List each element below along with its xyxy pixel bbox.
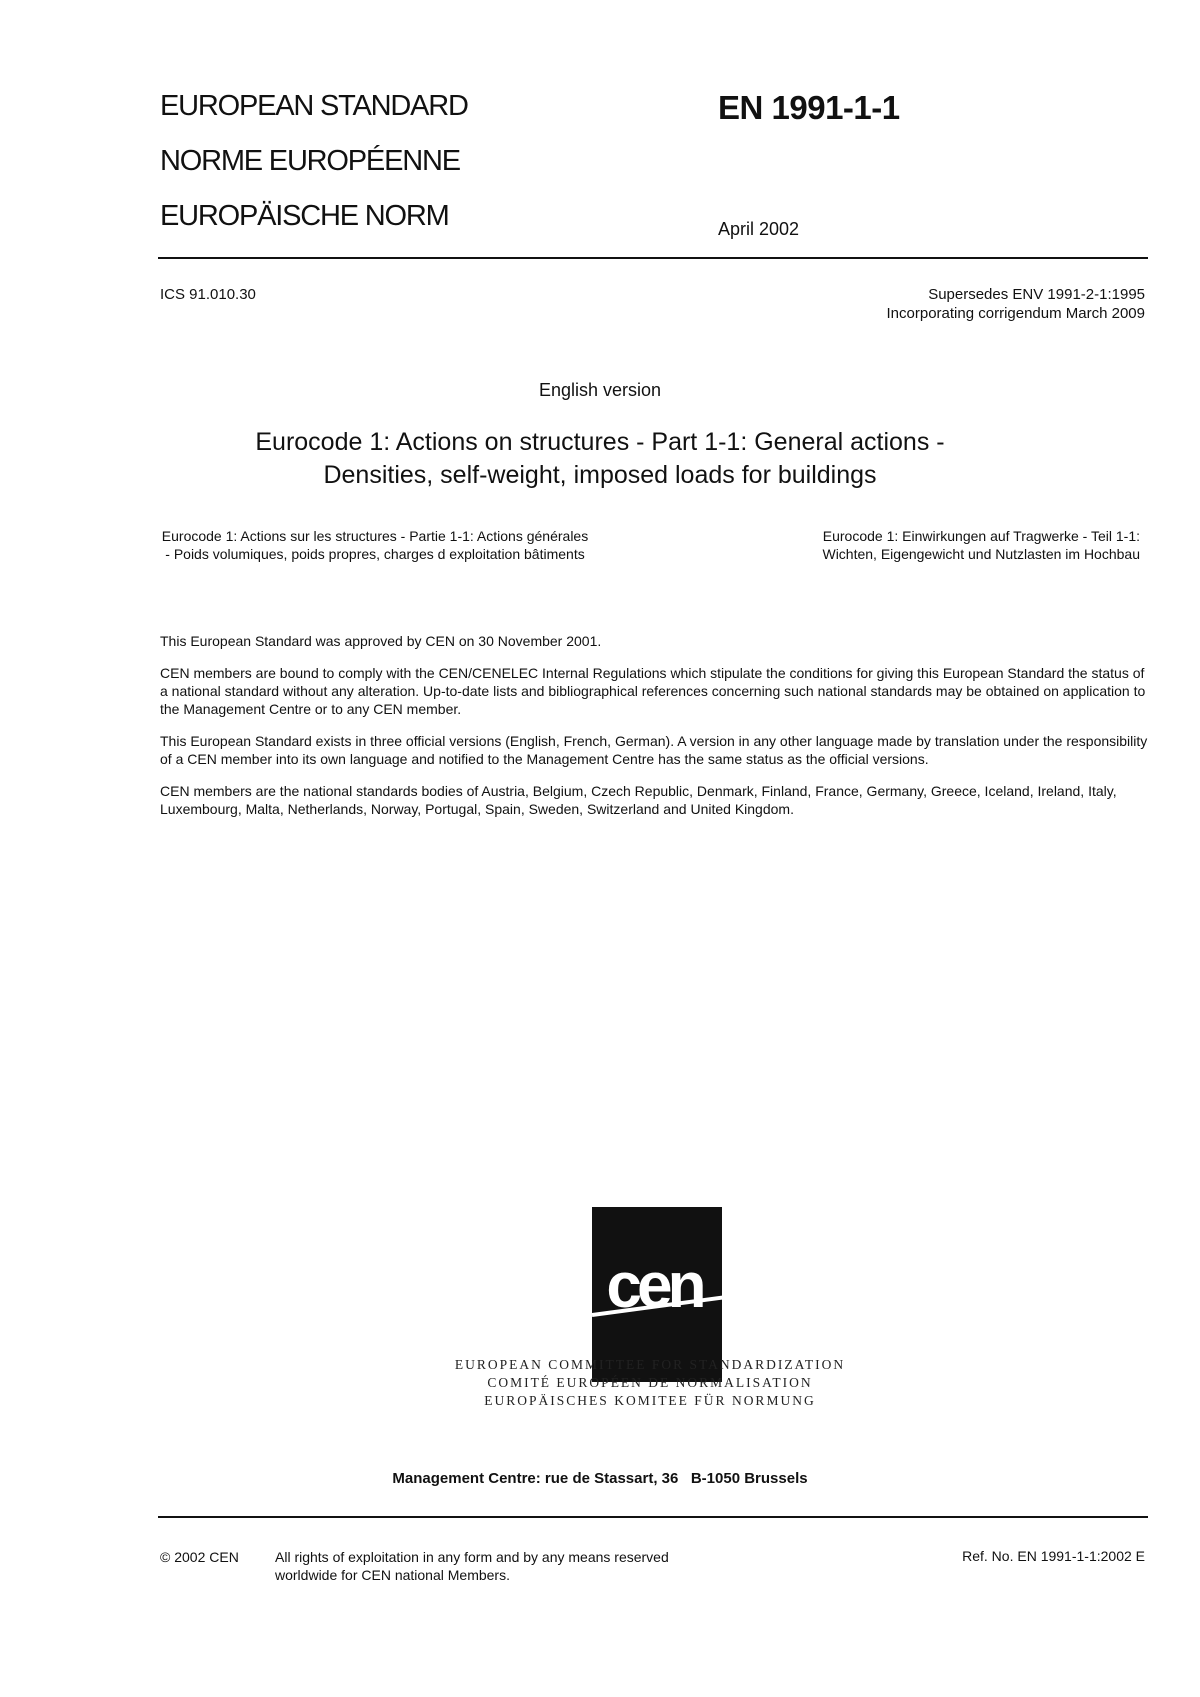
versions-paragraph: This European Standard exists in three official versions (English, French, German). A version in any other language made by translation under the responsibility of a CEN member into its own language and notified to the Management Centre has the same status as the official versions. xyxy=(160,733,1148,767)
management-centre-address: Management Centre: rue de Stassart, 36 B-1050 Brussels xyxy=(392,1470,808,1487)
title-line-2: Densities, self-weight, imposed loads for buildings xyxy=(323,461,877,489)
committee-name-de: EUROPÄISCHES KOMITEE FÜR NORMUNG xyxy=(484,1393,816,1408)
standard-name-en: EUROPEAN STANDARD xyxy=(160,90,468,122)
german-title-line-2: Wichten, Eigengewicht und Nutzlasten im Hochbau xyxy=(822,546,1140,562)
cen-logo-text: cen xyxy=(606,1249,702,1321)
rights-line-2: worldwide for CEN national Members. xyxy=(275,1567,510,1583)
rights-statement xyxy=(275,1548,795,1584)
footer-rule xyxy=(158,1516,1148,1518)
standard-name-fr: NORME EUROPÉENNE xyxy=(160,145,460,177)
committee-name-fr: COMITÉ EUROPÉEN DE NORMALISATION xyxy=(487,1375,813,1390)
committee-name-en: EUROPEAN COMMITTEE FOR STANDARDIZATION xyxy=(454,1357,846,1372)
rights-line-1: All rights of exploitation in any form and by any means reserved xyxy=(275,1549,669,1565)
body-text xyxy=(160,632,1150,832)
standard-number: EN 1991-1-1 xyxy=(718,89,900,126)
compliance-paragraph: CEN members are bound to comply with the CEN/CENELEC Internal Regulations which stipulate the conditions for giving this European Standard the status of a national standard without any alteration. Up-to-date lists and bibliographical references concerning such national standards may be obtained on application to the Management Centre or to any CEN member. xyxy=(160,665,1146,717)
committee-names xyxy=(450,1356,850,1410)
reference-number: Ref. No. EN 1991-1-1:2002 E xyxy=(962,1548,1145,1564)
german-title xyxy=(740,527,1140,563)
german-title-line-1: Eurocode 1: Einwirkungen auf Tragwerke - Teil 1-1: xyxy=(822,528,1140,544)
document-title xyxy=(200,426,1000,492)
header-rule xyxy=(158,257,1148,259)
supersedes-text: Supersedes ENV 1991-2-1:1995 xyxy=(928,286,1145,303)
language-version: English version xyxy=(538,380,662,400)
ics-code: ICS 91.010.30 xyxy=(160,286,256,303)
supersedes-block xyxy=(887,285,1145,323)
corrigendum-text: Incorporating corrigendum March 2009 xyxy=(886,305,1145,322)
approval-paragraph: This European Standard was approved by CEN on 30 November 2001. xyxy=(160,633,602,649)
publication-date: April 2002 xyxy=(718,219,800,239)
members-paragraph: CEN members are the national standards bodies of Austria, Belgium, Czech Republic, Denmark, Finland, France, Germany, Greece, Iceland, Ireland, Italy, Luxembourg, Malta, Netherlands, Norway, Portugal, Spain, Sweden, Switzerland and United Kingdom. xyxy=(160,783,1117,817)
french-title: Eurocode 1: Actions sur les structures - Partie 1-1: Actions générales - Poids volumiques, poids propres, charges d exploitation bâtiments xyxy=(161,528,589,562)
standard-name-de: EUROPÄISCHE NORM xyxy=(160,200,449,232)
copyright-notice: © 2002 CEN xyxy=(160,1549,239,1565)
title-line-1: Eurocode 1: Actions on structures - Part 1-1: General actions - xyxy=(255,428,945,456)
